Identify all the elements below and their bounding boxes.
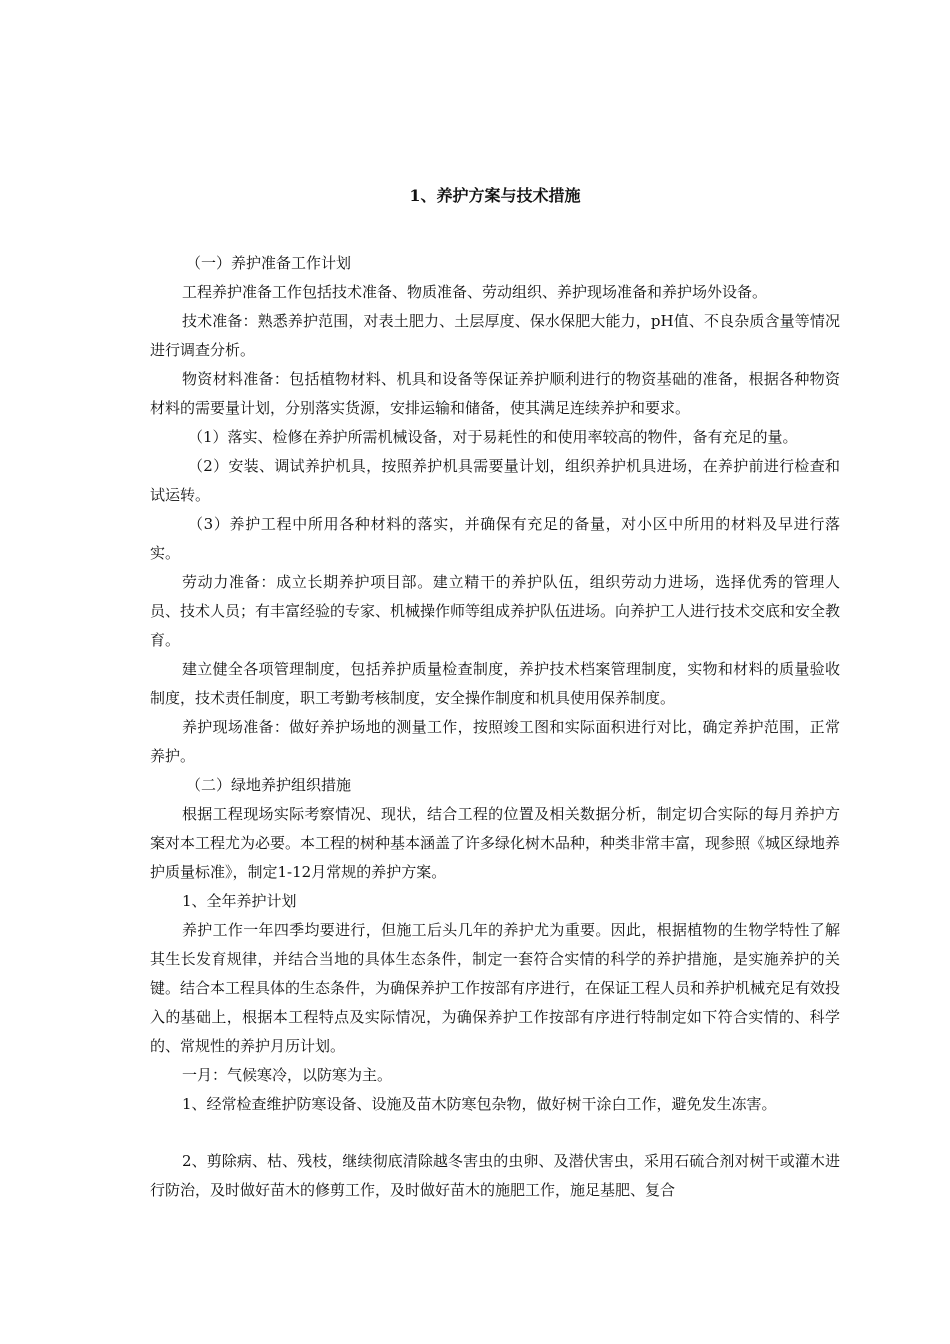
section-heading: （二）绿地养护组织措施 [186, 776, 352, 794]
subsection-heading: 1、全年养护计划 [182, 892, 297, 910]
paragraph: 根据工程现场实际考察情况、现状，结合工程的位置及相关数据分析，制定切合实际的每月养护方案对本工程尤为必要。本工程的树种基本涵盖了许多绿化树木品种，种类非常丰富，现参照《城区绿地养护质量标准》，制定1-12月常规的养护方案。 [150, 805, 841, 881]
paragraph: 养护现场准备：做好养护场地的测量工作，按照竣工图和实际面积进行对比，确定养护范围，正常养护。 [150, 718, 840, 765]
list-item: （1）落实、检修在养护所需机械设备，对于易耗性的和使用率较高的物件，备有充足的量。 [188, 428, 798, 446]
section-heading: （一）养护准备工作计划 [186, 254, 352, 272]
paragraph: 劳动力准备：成立长期养护项目部。建立精干的养护队伍，组织劳动力进场，选择优秀的管理人员、技术人员；有丰富经验的专家、机械操作师等组成养护队伍进场。向养护工人进行技术交底和安全教育。 [150, 573, 841, 649]
list-item: （2）安装、调试养护机具，按照养护机具需要量计划，组织养护机具进场，在养护前进行检查和试运转。 [150, 457, 840, 504]
list-item: 1、经常检查维护防寒设备、设施及苗木防寒包杂物，做好树干涂白工作，避免发生冻害。 [182, 1095, 777, 1113]
document-title: 1、养护方案与技术措施 [409, 186, 581, 205]
paragraph: 工程养护准备工作包括技术准备、物质准备、劳动组织、养护现场准备和养护场外设备。 [182, 283, 768, 301]
document-body [150, 249, 840, 1205]
paragraph: 技术准备：熟悉养护范围，对表土肥力、土层厚度、保水保肥大能力，pH值、不良杂质含量等情况进行调查分析。 [150, 312, 840, 359]
paragraph: 一月：气候寒冷，以防寒为主。 [182, 1066, 393, 1084]
paragraph: 物资材料准备：包括植物材料、机具和设备等保证养护顺利进行的物资基础的准备，根据各种物资材料的需要量计划，分别落实货源，安排运输和储备，使其满足连续养护和要求。 [150, 370, 840, 417]
paragraph: 养护工作一年四季均要进行，但施工后头几年的养护尤为重要。因此，根据植物的生物学特性了解其生长发育规律，并结合当地的具体生态条件，制定一套符合实情的科学的养护措施，是实施养护的关键。结合本工程具体的生态条件，为确保养护工作按部有序进行，在保证工程人员和养护机械充足有效投入的基础上，根据本工程特点及实际情况，为确保养护工作按部有序进行特制定如下符合实情的、科学的、常规性的养护月历计划。 [150, 921, 841, 1055]
paragraph: 建立健全各项管理制度，包括养护质量检查制度，养护技术档案管理制度，实物和材料的质量验收制度，技术责任制度，职工考勤考核制度，安全操作制度和机具使用保养制度。 [150, 660, 840, 707]
list-item: 2、剪除病、枯、残枝，继续彻底清除越冬害虫的虫卵、及潜伏害虫，采用石硫合剂对树干或灌木进行防治，及时做好苗木的修剪工作，及时做好苗木的施肥工作，施足基肥、复合 [150, 1152, 840, 1199]
list-item: （3）养护工程中所用各种材料的落实，并确保有充足的备量，对小区中所用的材料及早进行落实。 [150, 515, 840, 562]
